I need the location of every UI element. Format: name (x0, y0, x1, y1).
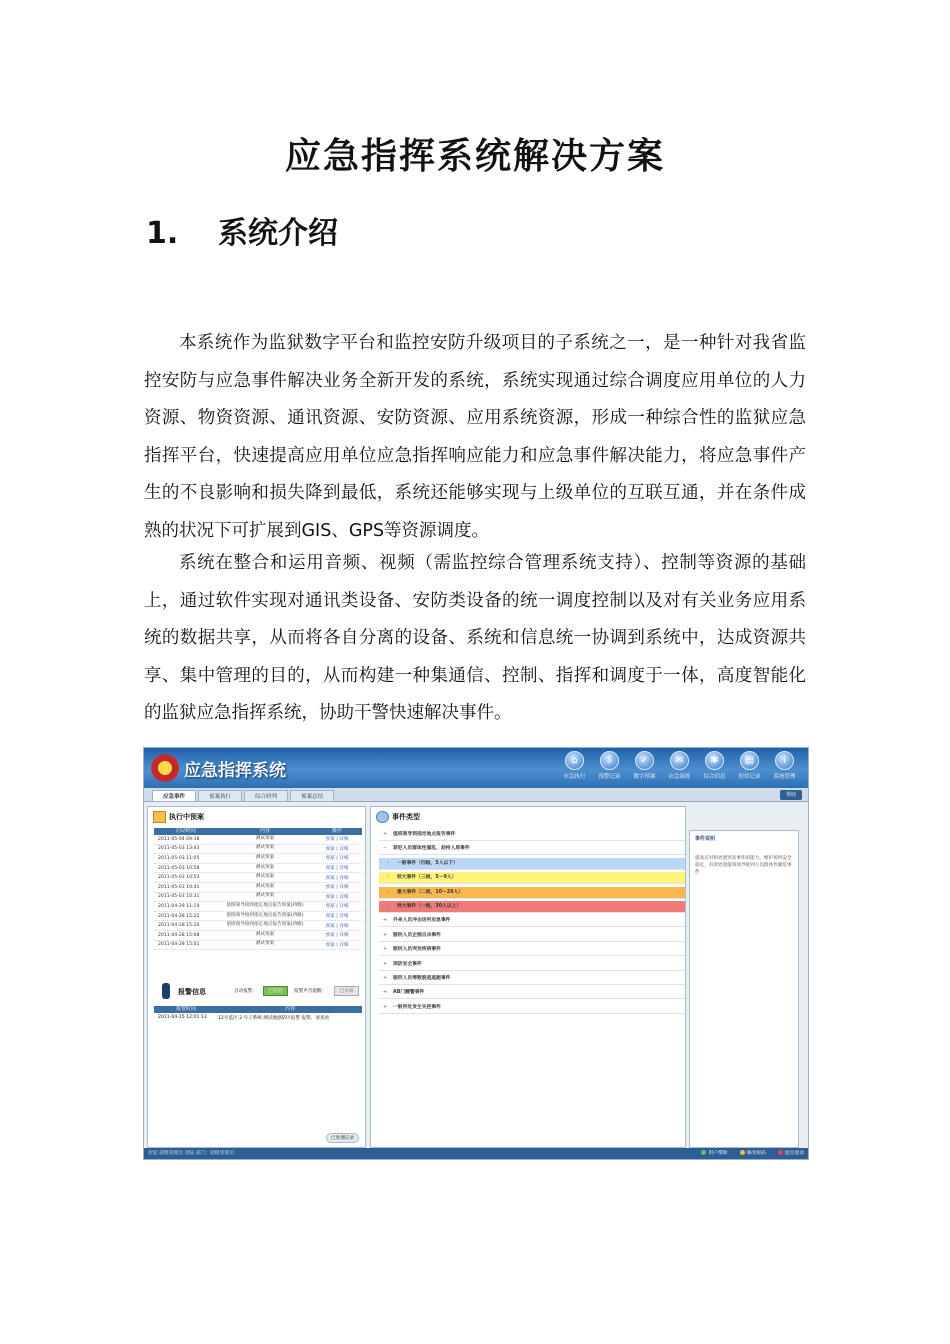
toolbar (557, 751, 802, 780)
row-content: 测试预案 (255, 864, 275, 870)
section-number: 1. (146, 216, 179, 251)
table-row (154, 883, 362, 893)
expand-icon: + (383, 918, 388, 924)
table-row (154, 921, 362, 931)
toolbar-drills[interactable]: ✉ 应急演练 (662, 751, 697, 780)
home-icon: ⌂ (565, 751, 584, 770)
toolbar-sms[interactable]: ▤ 短信记录 (732, 751, 767, 780)
row-actions[interactable]: 预案 | 详细 (325, 837, 349, 843)
expand-icon: + (383, 832, 388, 837)
row-time: 2011-05-03 10:53 (158, 875, 200, 881)
logout-link[interactable]: 退出登录 (778, 1148, 804, 1159)
key-icon (740, 1150, 745, 1155)
sms-icon: ▤ (740, 751, 759, 770)
row-content: 值班领导接到指定地点报告预案(四级) (226, 903, 304, 909)
row-content: 测试预案 (255, 883, 275, 889)
event-type-label: 服刑人员零散脱逃逃跑事件 (393, 976, 451, 981)
event-type-item[interactable] (379, 915, 685, 927)
row-actions[interactable]: 预案 | 详细 (325, 856, 349, 862)
phone-icon (162, 983, 170, 999)
app-screenshot (143, 747, 809, 1160)
events-icon (376, 811, 389, 823)
row-actions[interactable]: 预案 | 详细 (325, 914, 349, 920)
row-time: 2011-04-28 15:20 (158, 923, 200, 929)
event-type-label: 值班领导到指定地点报告事件 (393, 832, 456, 837)
expand-icon: + (383, 1004, 388, 1010)
document-title: 应急指挥系统解决方案 (284, 136, 665, 177)
event-type-label: 重大事件（二级，10～29人） (397, 889, 464, 895)
event-type-label: 一般事件（四级，5人以下） (397, 860, 458, 866)
row-content: 测试预案 (255, 855, 275, 861)
tab-analysis[interactable]: 综合研判 (244, 790, 288, 802)
row-time: 2011-05-04 09:38 (158, 836, 200, 842)
processed-records-button[interactable]: 已处理记录 (326, 1133, 359, 1143)
table-row (154, 902, 362, 912)
toolbar-info[interactable]: ✱ 综合信息 (697, 751, 732, 780)
toolbar-emergency-exec[interactable]: ⌂ 应急执行 (557, 751, 592, 780)
row-actions[interactable]: 预案 | 详细 (325, 875, 349, 881)
row-content: 测试预案 (255, 835, 275, 841)
table-row (154, 912, 362, 922)
event-type-item[interactable] (379, 887, 685, 899)
row-content: 测试预案 (255, 931, 275, 937)
table-row (154, 864, 362, 874)
toolbar-digital-plans[interactable]: ✓ 数字预案 (627, 751, 662, 780)
sound-alarm-toggle[interactable]: 已关闭 (334, 986, 359, 996)
event-type-label: 特大事件（一级，30人以上） (397, 904, 462, 909)
tab-bar (144, 788, 808, 802)
row-actions[interactable]: 预案 | 详细 (325, 885, 349, 891)
expand-icon: + (383, 947, 388, 953)
row-time: 2011-04-28 15:01 (158, 942, 200, 948)
row-actions[interactable]: 预案 | 详细 (325, 942, 349, 948)
event-type-item[interactable] (379, 973, 685, 985)
expand-icon: › (387, 889, 389, 895)
expand-icon: + (383, 932, 388, 938)
status-user: 欢迎 超级管理员 登陆 部门：超级管理员 (148, 1151, 235, 1156)
bulb-icon: ✱ (705, 751, 724, 770)
auto-alarm-label: 自动报警： (234, 989, 257, 994)
event-type-item[interactable] (379, 987, 685, 999)
event-types-panel (370, 806, 686, 1148)
status-links (689, 1148, 804, 1159)
row-actions[interactable]: 预案 | 详细 (325, 866, 349, 872)
executing-plans-title: 执行中预案 (151, 809, 204, 825)
table-row (154, 845, 362, 855)
row-actions[interactable]: 预案 | 详细 (325, 904, 349, 910)
event-type-label: 罪犯人员群体性骚乱、劫持人质事件 (393, 846, 470, 852)
help-icon (701, 1150, 706, 1155)
row-content: 测试预案 (255, 874, 275, 880)
row-actions[interactable]: 预案 | 详细 (325, 894, 349, 900)
row-time: 2011-05-03 11:05 (158, 855, 200, 861)
event-type-label: 一般所处发生失控事件 (393, 1004, 441, 1010)
mail-icon: ✉ (670, 751, 689, 770)
section-title: 系统介绍 (218, 216, 338, 251)
table-row (154, 854, 362, 864)
expand-icon: + (383, 961, 388, 967)
event-type-item[interactable] (379, 843, 685, 855)
table-row (154, 893, 362, 903)
check-icon: ✓ (635, 751, 654, 770)
paragraph-intro: 本系统作为监狱数字平台和监控安防升级项目的子系统之一，是一种针对我省监控安防与应急事件解决业务全新开发的系统，系统实现通过综合调度应用单位的人力资源、物资资源、通讯资源、安防资源、应用系统资源，形成一种综合性的监狱应急指挥平台，快速提高应用单位应急指挥响应能力和应急事件解决能力，将应急事件产生的不良影响和损失降到最低，系统还能够实现与上级单位的互联互通，并在条件成熟的状况下可扩展到GIS、GPS等资源调度。 (144, 333, 806, 541)
event-type-item[interactable] (379, 872, 685, 884)
tab-plan-exec[interactable]: 预案执行 (198, 790, 242, 802)
toolbar-system[interactable]: i 系统管理 (767, 751, 802, 780)
download-icon: ⇩ (600, 751, 619, 770)
change-password-link[interactable]: 修改密码 (740, 1148, 766, 1159)
event-type-item[interactable] (379, 959, 685, 971)
expand-icon: › (387, 860, 389, 866)
table-row (154, 931, 362, 941)
alarm-bar (154, 983, 362, 999)
row-content: 值班领导接到指定地点报告预案(四级) (226, 922, 304, 928)
row-time: 2011-05-03 10:31 (158, 894, 200, 900)
event-description-panel (689, 830, 799, 1148)
event-type-item[interactable] (379, 829, 685, 841)
row-content: 测试预案 (255, 845, 275, 851)
row-time: 2011-04-29 11:19 (158, 903, 200, 909)
row-time: 2011-05-03 10:41 (158, 884, 200, 890)
expand-icon: › (387, 904, 389, 909)
toolbar-alert-records[interactable]: ⇩ 预警记录 (592, 751, 627, 780)
help-button[interactable]: 帮助 (780, 790, 802, 800)
event-types-title: 事件类型 (374, 809, 420, 825)
row-time: 2011-05-03 10:58 (158, 865, 200, 871)
alarm-row[interactable]: 2011-04-15 12:01:13 12号监区 2 号子系统 测试地感防区报警 报警、请查看 (158, 1015, 330, 1021)
table-row (154, 941, 362, 951)
user-help-link[interactable]: 用户帮助 (701, 1148, 727, 1159)
logout-icon (778, 1150, 783, 1155)
row-actions[interactable]: 预案 | 详细 (325, 923, 349, 929)
row-time: 2011-04-28 15:08 (158, 932, 200, 938)
paragraph-integration: 系统在整合和运用音频、视频（需监控综合管理系统支持）、控制等资源的基础上，通过软件实现对通讯类设备、安防类设备的统一调度控制以及对有关业务应用系统的数据共享，从而将各自分离的设备、系统和信息统一协调到系统中，达成资源共享、集中管理的目的，从而构建一种集通信、控制、指挥和调度于一体，高度智能化的监狱应急指挥系统，协助干警快速解决事件。 (144, 553, 806, 723)
event-type-item[interactable] (379, 1002, 685, 1014)
row-time: 2011-05-03 13:43 (158, 846, 200, 852)
row-content: 值班领导接到指定地点报告预案(四级) (226, 912, 304, 918)
event-type-label: 外来人员冲击场所应急事件 (393, 918, 451, 924)
section-heading (146, 208, 338, 252)
event-type-label: 较大事件（三级，5～9人） (397, 875, 457, 881)
tab-emergency-events[interactable]: 应急事件 (152, 790, 196, 802)
status-bar (144, 1148, 808, 1159)
executing-table-body (154, 835, 362, 950)
info-icon: i (775, 751, 794, 770)
event-type-item[interactable] (379, 930, 685, 942)
row-actions[interactable]: 预案 | 详细 (325, 933, 349, 939)
police-emblem-icon (151, 754, 179, 782)
row-actions[interactable]: 预案 | 详细 (325, 846, 349, 852)
event-type-item[interactable] (379, 858, 685, 870)
row-content: 测试预案 (255, 893, 275, 899)
event-type-label: 消防安全事件 (393, 961, 422, 967)
expand-icon: + (383, 990, 388, 996)
event-type-label: 服刑人员突发疾病事件 (393, 947, 441, 953)
table-row (154, 873, 362, 883)
alarm-table-header: 报警时间 内容 (154, 1006, 362, 1013)
auto-alarm-toggle[interactable]: 已开启 (263, 986, 288, 996)
expand-icon: + (383, 976, 388, 981)
tab-summary[interactable]: 预案总结 (290, 790, 334, 802)
description-text: 提高应对和处置突发事件的能力，维护场所安全稳定，有效处置值班领导接到人员群体性骚乱事件 (695, 856, 792, 875)
sound-alarm-label: 报警声音提醒： (294, 989, 327, 994)
row-content: 测试预案 (255, 941, 275, 947)
left-panel (147, 806, 366, 1148)
expand-icon: − (383, 846, 388, 852)
app-title: 应急指挥系统 (184, 761, 286, 781)
event-type-label: 服刑人员企图自杀事件 (393, 932, 441, 938)
expand-icon: › (387, 875, 389, 881)
event-type-label: AB门翻警事件 (393, 990, 425, 996)
description-title: 事件说明 (695, 836, 716, 842)
folder-icon (153, 811, 166, 823)
alarm-title: 报警信息 (178, 988, 206, 996)
event-type-item[interactable] (379, 901, 685, 913)
table-row (154, 835, 362, 845)
event-type-item[interactable] (379, 944, 685, 956)
app-header (144, 748, 808, 788)
executing-table-header: 启动时间 内容 操作 (154, 828, 362, 835)
row-time: 2011-04-28 15:22 (158, 913, 200, 919)
